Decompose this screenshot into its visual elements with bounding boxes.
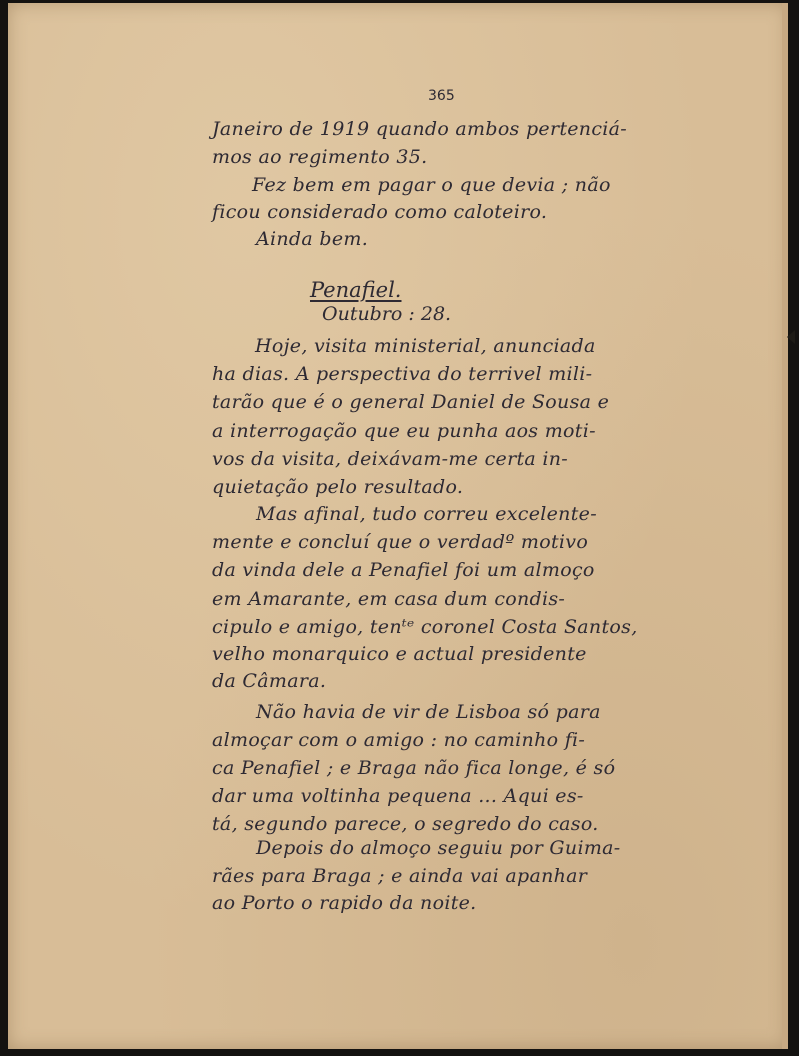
page-number: 365 bbox=[428, 88, 455, 104]
text-line: da vinda dele a Penafiel foi um almoço bbox=[212, 559, 595, 581]
text-line: Fez bem em pagar o que devia ; não bbox=[252, 174, 611, 196]
text-line: da Câmara. bbox=[212, 670, 327, 692]
text-line: ca Penafiel ; e Braga não fica longe, é só bbox=[212, 757, 616, 779]
text-line: Janeiro de 1919 quando ambos pertenciá- bbox=[212, 118, 628, 140]
text-line: cipulo e amigo, tenᵗᵉ coronel Costa Santos, bbox=[212, 616, 638, 638]
text-line: velho monarquico e actual presidente bbox=[212, 643, 587, 665]
text-line: ao Porto o rapido da noite. bbox=[212, 892, 477, 914]
text-line: Não havia de vir de Lisboa só para bbox=[256, 701, 601, 723]
text-line: Mas afinal, tudo correu excelente- bbox=[256, 503, 597, 525]
paper-edge bbox=[782, 3, 788, 1049]
text-line: ficou considerado como caloteiro. bbox=[212, 201, 548, 223]
text-line: tá, segundo parece, o segredo do caso. bbox=[212, 813, 599, 835]
entry-date: Outubro : 28. bbox=[322, 303, 452, 325]
text-line: quietação pelo resultado. bbox=[212, 476, 464, 498]
text-line: dar uma voltinha pequena ... Aqui es- bbox=[212, 785, 584, 807]
text-line: vos da visita, deixávam-me certa in- bbox=[212, 448, 569, 470]
text-line: a interrogação que eu punha aos moti- bbox=[212, 420, 596, 442]
text-line: ha dias. A perspectiva do terrivel mili- bbox=[212, 363, 593, 385]
text-line: rães para Braga ; e ainda vai apanhar bbox=[212, 865, 588, 887]
text-line: tarão que é o general Daniel de Sousa e bbox=[212, 391, 610, 413]
text-line: Hoje, visita ministerial, anunciada bbox=[255, 335, 596, 357]
text-line: em Amarante, em casa dum condis- bbox=[212, 588, 566, 610]
section-heading: Penafiel. bbox=[310, 278, 402, 302]
text-line: almoçar com o amigo : no caminho fi- bbox=[212, 729, 586, 751]
text-line: Depois do almoço seguiu por Guima- bbox=[256, 837, 621, 859]
text-line: mos ao regimento 35. bbox=[212, 146, 428, 168]
text-line: Ainda bem. bbox=[256, 228, 369, 250]
binding-mark bbox=[787, 330, 795, 344]
text-line: mente e concluí que o verdadº motivo bbox=[212, 531, 589, 553]
